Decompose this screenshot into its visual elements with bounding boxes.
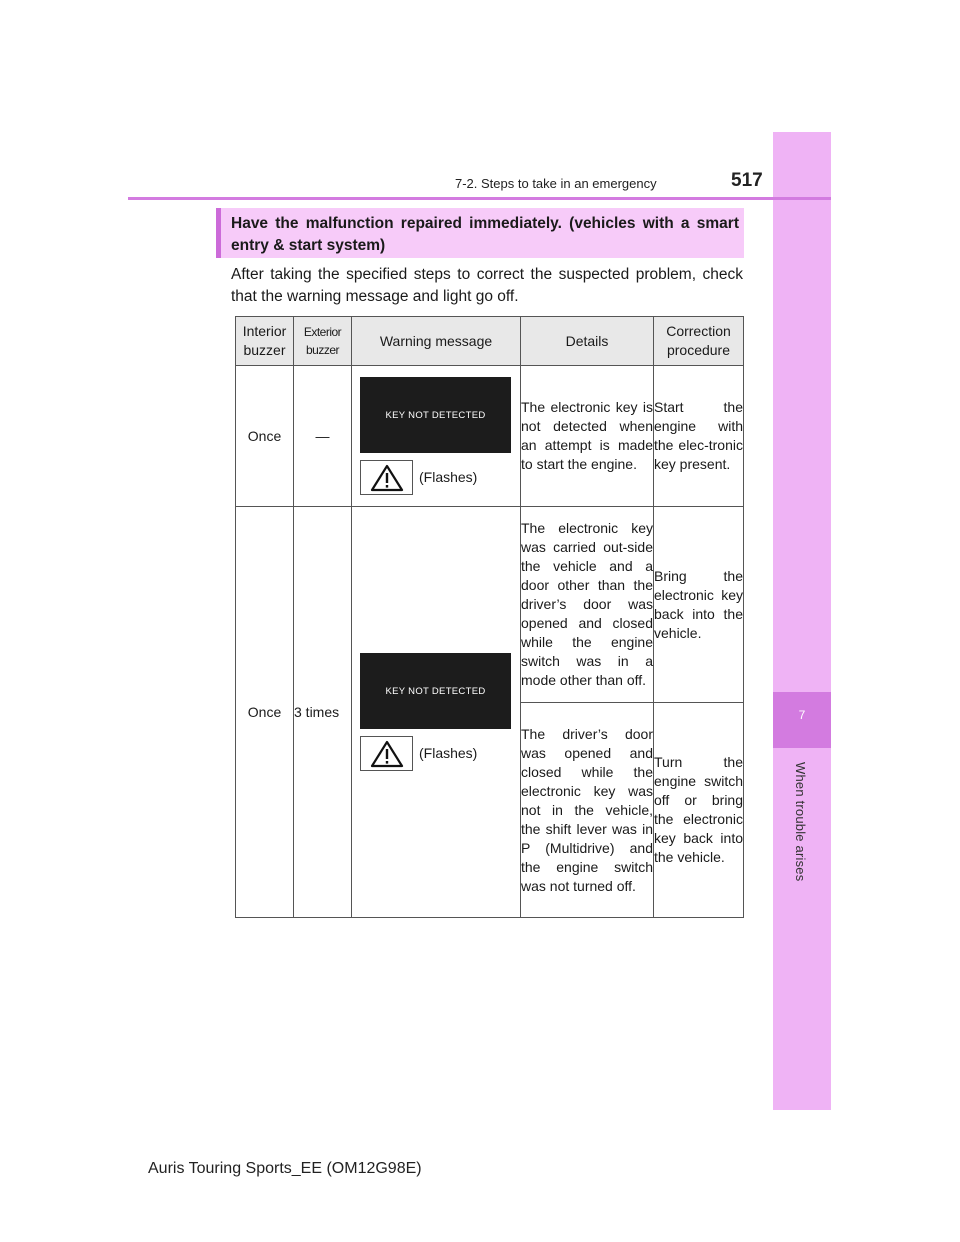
header-correction: Correction procedure	[654, 317, 744, 366]
chapter-side-tab	[773, 132, 831, 1110]
cell-details: The electronic key was carried out-side the vehicle and a door other than the driver’s door was opened and closed while the engine switch was in a mode other than off.	[521, 507, 654, 703]
cell-warning-display	[352, 366, 521, 507]
warning-table	[235, 316, 744, 918]
header-exterior-buzzer	[294, 317, 352, 366]
table-header-row	[236, 317, 744, 366]
flash-label: (Flashes)	[419, 469, 478, 485]
cell-details: The driver’s door was opened and closed while the electronic key was not in the vehicle, the shift lever was in P (Multidrive) and the engine switch was not turned off.	[521, 703, 654, 918]
header-exterior-label: Exterior buzzer	[303, 325, 342, 357]
intro-paragraph: After taking the specified steps to correct the suspected problem, check that the warning message and light go off.	[231, 266, 743, 305]
cell-warning-display	[352, 507, 521, 918]
page-number: 517	[731, 170, 763, 191]
display-screen: KEY NOT DETECTED	[360, 377, 511, 453]
flash-label: (Flashes)	[419, 745, 478, 761]
cell-correction: Start the engine with the elec-tronic key present.	[654, 366, 744, 507]
cell-correction: Turn the engine switch off or bring the electronic key back into the vehicle.	[654, 703, 744, 918]
cell-details: The electronic key is not detected when an attempt is made to start the engine.	[521, 366, 654, 507]
chapter-number: 7	[798, 708, 806, 722]
callout-box	[216, 208, 744, 258]
header-warning-message: Warning message	[352, 317, 521, 366]
footer-model: Auris Touring Sports_EE (OM12G98E)	[148, 1160, 422, 1177]
display-screen: KEY NOT DETECTED	[360, 653, 511, 729]
cell-interior: Once	[236, 366, 294, 507]
cell-correction: Bring the electronic key back into the vehicle.	[654, 507, 744, 703]
table-row	[236, 366, 744, 507]
cell-interior: Once	[236, 507, 294, 918]
section-title: 7-2. Steps to take in an emergency	[455, 176, 657, 191]
header-divider	[128, 197, 831, 200]
warning-triangle-icon	[360, 736, 413, 771]
header-interior-buzzer: Interior buzzer	[236, 317, 294, 366]
callout-text: Have the malfunction repaired immediately. (vehicles with a smart entry & start system)	[231, 215, 739, 254]
header-details: Details	[521, 317, 654, 366]
cell-exterior: 3 times	[294, 507, 352, 918]
cell-exterior: —	[294, 366, 352, 507]
warning-triangle-icon	[360, 460, 413, 495]
table-row	[236, 507, 744, 703]
chapter-title: When trouble arises	[793, 762, 808, 882]
